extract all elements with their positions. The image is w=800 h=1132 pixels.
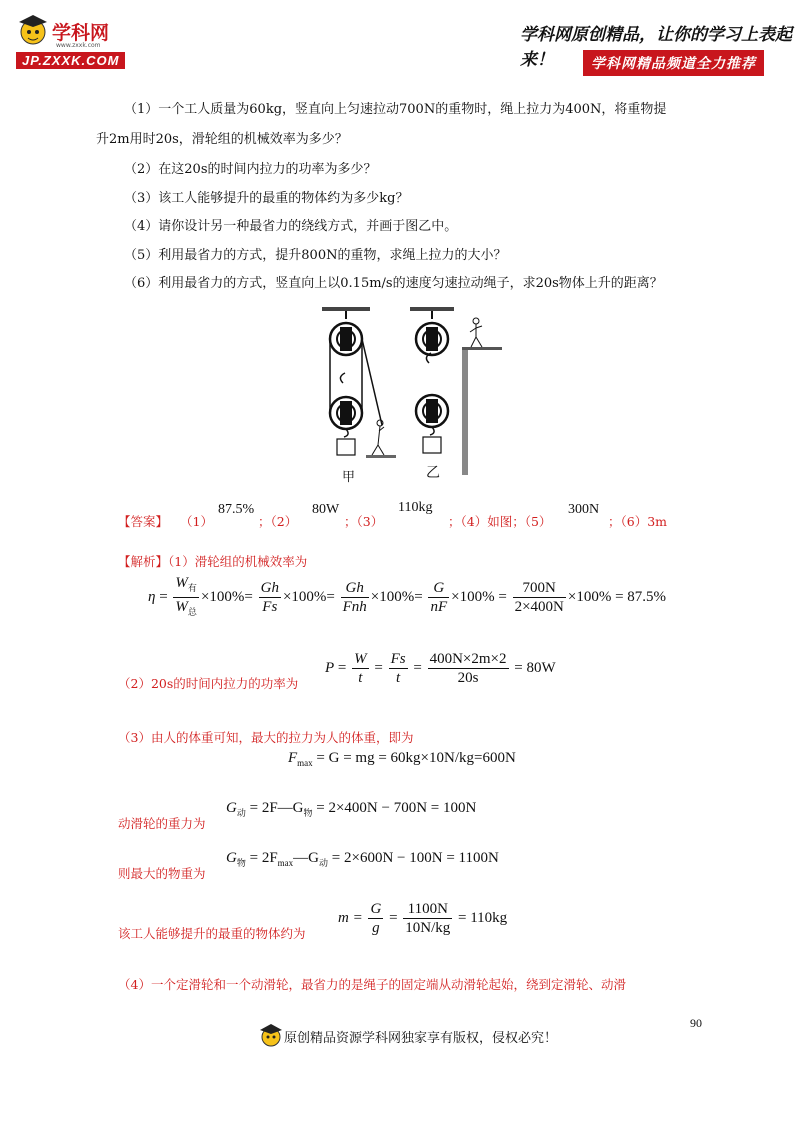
frac-power-num: 400N×2m×2 [429, 651, 507, 667]
frac-w: W [354, 651, 367, 667]
frac-g-2: G [370, 901, 382, 917]
subscript-zong: 总 [187, 607, 197, 617]
answer-value-3: 110kg [398, 500, 433, 515]
frac-g: G [428, 579, 449, 598]
analysis-tag: 【解析】 [118, 554, 169, 569]
header-slogan: 学科网原创精品，让你的学习上表起来！ [520, 25, 792, 70]
frac-t-2: t [396, 670, 401, 686]
question-5: （5）利用最省力的方式，提升800N的重物，求绳上拉力的大小？ [124, 248, 507, 263]
frac-fs: Fs [262, 599, 278, 615]
equation-mass: m = $\frac{G}{g}$ = $\frac{1100N}{10N/kg}$ = 110kg [338, 901, 508, 936]
equation-efficiency: η = $\frac{W_有}{W_总}$ ×100%= $\frac{Gh}{Fs}$ ×100%= $\frac{Gh}{\text{Fnh}}$ ×100%= $\frac{G}{nF}$ ×100% = $\frac{700N}{2\times 400N}$ ×100% = 87.5% [148, 575, 667, 617]
analysis-intro-5: 则最大的物重为 [118, 866, 206, 881]
pct-3: ×100%= [370, 588, 423, 605]
pulley-system-yi [410, 307, 454, 453]
gwu-symbol: G [226, 850, 237, 866]
analysis-intro-4: 动滑轮的重力为 [118, 816, 206, 831]
footer-mascot-icon [258, 1022, 284, 1048]
analysis-intro-3: （3）由人的体重可知，最大的拉力为人的体重，即为 [118, 730, 414, 745]
answer-label-2: ；（2） [258, 514, 298, 529]
gdong-mid: = 2F—G [249, 800, 304, 816]
site-url: JP.ZXXK.COM [16, 52, 125, 69]
analysis-intro-7: （4）一个定滑轮和一个动滑轮，最省力的是绳子的固定端从动滑轮起始，绕到定滑轮、动滑 [118, 977, 626, 992]
pulley-system-jia [322, 307, 396, 458]
frac-power-den: 20s [457, 670, 479, 686]
frac-nf: nF [430, 599, 448, 615]
question-1a: （1）一个工人质量为60kg，竖直向上匀速拉动700N的重物时，绳上拉力为400N，将重物提 [124, 102, 667, 117]
analysis-intro-1 [118, 552, 307, 570]
logo [14, 10, 164, 72]
answer-value-1: 87.5% [218, 502, 255, 517]
gwu-mid: = 2F [249, 850, 278, 866]
frac-t: t [358, 670, 363, 686]
frac-10nkg: 10N/kg [405, 920, 451, 936]
equation-gdong [226, 800, 476, 819]
analysis-intro-2: （2）20s的时间内拉力的功率为 [118, 676, 299, 691]
answer-value-2: 80W [312, 502, 340, 517]
pct-2: ×100%= [282, 588, 335, 605]
frac-700n: 700N [513, 579, 566, 598]
question-3: （3）该工人能够提升的最重的物体约为多少kg？ [124, 191, 409, 206]
question-4: （4）请你设计另一种最省力的绕线方式，并画于图乙中。 [124, 219, 458, 234]
frac-fs-2: Fs [390, 651, 406, 667]
gwu-rhs: = 2×600N − 100N = 1100N [331, 850, 499, 866]
answer-line [118, 498, 738, 538]
question-2: （2）在这20s的时间内拉力的功率为多少？ [124, 162, 377, 177]
footer-notice: 原创精品资源学科网独家享有版权，侵权必究！ [284, 1031, 558, 1046]
gwu-max-sub: max [277, 858, 294, 868]
answer-label-3: ；（3） [344, 514, 384, 529]
pulley-figure [310, 305, 510, 485]
power-symbol: P [325, 659, 335, 676]
answer-label-1: （1） [180, 514, 213, 529]
fmax-symbol: F [288, 750, 298, 766]
subscript-you: 有 [187, 583, 197, 593]
answer-tag: 【答案】 [118, 514, 169, 529]
answer-label-6: ；（6）3m [608, 514, 668, 529]
frac-gh-2: Gh [341, 579, 369, 598]
equation-gwu [226, 850, 499, 869]
gdong-rhs: = 2×400N − 700N = 100N [316, 800, 477, 816]
equation-power: P = $\frac{W}{t}$ = $\frac{Fs}{t}$ = $\frac{400N\times 2m\times 2}{20s}$ = 80W [325, 651, 556, 686]
fmax-rhs: = G = mg = 60kg×10N/kg=600N [316, 750, 516, 766]
gwu-sub: 物 [303, 808, 313, 818]
answer-label-4-5: ；（4）如图；（5） [448, 514, 552, 529]
gdong-symbol: G [226, 800, 237, 816]
logo-url-small: www.zxxk.com [56, 42, 101, 49]
frac-gg: g [372, 920, 380, 936]
wall-platform [462, 318, 502, 475]
gdong-sub: 动 [236, 808, 246, 818]
efficiency-result: ×100% = 87.5% [567, 588, 667, 605]
gwu-sub-1: 物 [236, 858, 246, 868]
page-number: 90 [690, 1016, 702, 1030]
question-6: （6）利用最省力的方式，竖直向上以0.15m/s的速度匀速拉动绳子，求20s物体上升的距离？ [124, 276, 663, 291]
analysis-intro-6: 该工人能够提升的最重的物体约为 [118, 926, 306, 941]
frac-2x400n: 2×400N [514, 599, 564, 615]
question-1b: 升2m用时20s，滑轮组的机械效率为多少？ [96, 132, 348, 147]
analysis-text-1: （1）滑轮组的机械效率为 [168, 554, 308, 569]
mass-result: = 110kg [458, 909, 508, 926]
mass-symbol: m = [338, 909, 363, 926]
logo-name: 学科网 [52, 22, 110, 44]
frac-gh: Gh [260, 580, 279, 596]
answer-value-5: 300N [568, 502, 600, 517]
pct-1: ×100%= [200, 588, 253, 605]
figure-label-jia: 甲 [342, 470, 356, 485]
gwu-mid-2: —G [293, 850, 320, 866]
header-badge: 学科网精品频道全力推荐 [583, 50, 764, 76]
power-result: = 80W [514, 659, 556, 676]
figure-label-yi: 乙 [426, 465, 440, 481]
mascot-icon [16, 12, 50, 46]
frac-fnh: Fnh [342, 599, 367, 615]
equation-fmax [288, 750, 516, 768]
fmax-sub: max [297, 758, 313, 768]
frac-1100n: 1100N [403, 900, 452, 919]
gdong-sub-2: 动 [319, 858, 329, 868]
